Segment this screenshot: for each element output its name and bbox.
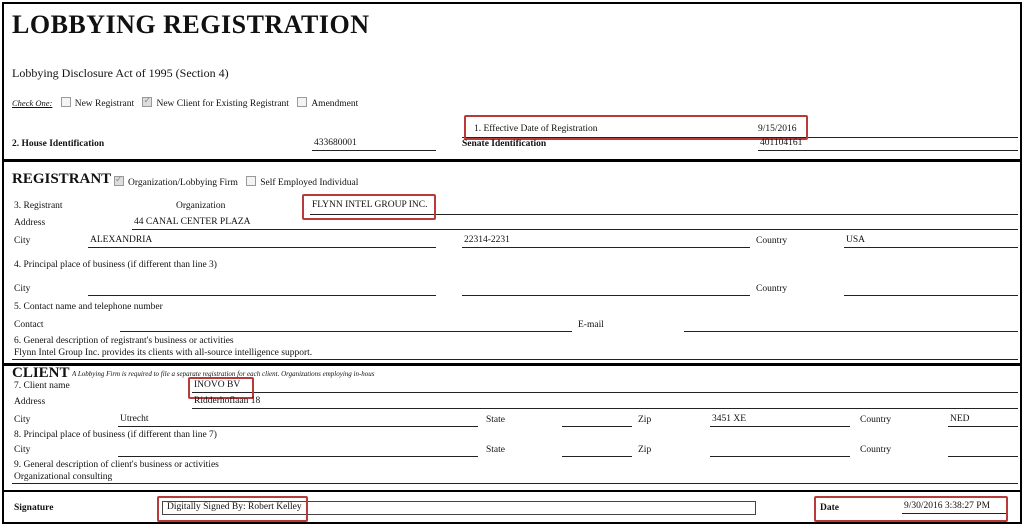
registrant-address-value: 44 CANAL CENTER PLAZA	[134, 217, 251, 227]
client-address-label: Address	[14, 397, 46, 407]
client-principal-country-label: Country	[860, 445, 892, 455]
contact-line	[120, 331, 572, 332]
new-client-checkbox[interactable]	[142, 97, 152, 107]
organization-label: Organization	[176, 201, 226, 211]
email-line	[684, 331, 1018, 332]
client-city-label: City	[14, 415, 31, 425]
date-label: Date	[820, 503, 839, 513]
client-state-line	[562, 426, 632, 427]
effective-date-highlight	[464, 115, 808, 140]
client-name-label: 7. Client name	[14, 381, 70, 391]
registrant-principal-country-label: Country	[756, 284, 788, 294]
registrant-heading: REGISTRANT	[12, 171, 112, 187]
registrant-country-value: USA	[846, 235, 866, 245]
signature-value: Digitally Signed By: Robert Kelley	[167, 502, 302, 512]
org-firm-checkbox[interactable]	[114, 176, 124, 186]
registrant-zip-line	[462, 247, 750, 248]
client-zip-value: 3451 XE	[712, 414, 747, 424]
registrant-description-value: Flynn Intel Group Inc. provides its clients with all-source intelligence support.	[14, 348, 313, 358]
client-zip-label: Zip	[638, 415, 652, 425]
email-label: E-mail	[578, 320, 604, 330]
registrant-zip-value: 22314-2231	[464, 235, 510, 245]
date-value: 9/30/2016 3:38:27 PM	[904, 501, 991, 511]
client-principal-state-line	[562, 456, 632, 457]
registration-form	[2, 2, 1022, 524]
new-registrant-checkbox[interactable]	[61, 97, 71, 107]
organization-highlight	[302, 194, 436, 220]
form-subtitle: Lobbying Disclosure Act of 1995 (Section 4)	[12, 66, 229, 80]
check-one-row	[12, 97, 358, 109]
client-principal-label: 8. Principal place of business (if different than line 7)	[14, 430, 217, 440]
client-principal-state-label: State	[486, 445, 505, 455]
signature-label: Signature	[14, 503, 54, 513]
senate-id-label: Senate Identification	[462, 139, 547, 149]
effective-date-value: 9/15/2016	[758, 124, 797, 134]
registrant-city-line	[88, 247, 436, 248]
organization-value: FLYNN INTEL GROUP INC.	[312, 200, 428, 210]
registrant-address-label: Address	[14, 218, 46, 228]
client-country-line	[948, 426, 1018, 427]
form-title: LOBBYING REGISTRATION	[12, 10, 370, 39]
client-principal-country-line	[948, 456, 1018, 457]
registrant-country-label: Country	[756, 236, 788, 246]
self-employed-checkbox[interactable]	[246, 176, 256, 186]
new-client-label: New Client for Existing Registrant	[156, 99, 289, 109]
client-city-line	[118, 426, 478, 427]
client-heading: CLIENT	[12, 365, 70, 381]
client-description-line	[12, 483, 1018, 484]
client-address-value: Ridderhoflaan 18	[194, 396, 261, 406]
client-address-line	[192, 408, 1018, 409]
amendment-checkbox[interactable]	[297, 97, 307, 107]
registrant-principal-zip-line	[462, 295, 750, 296]
senate-id-value: 401104161	[760, 138, 803, 148]
self-employed-label: Self Employed Individual	[260, 178, 359, 188]
new-registrant-label: New Registrant	[74, 99, 135, 109]
client-zip-line	[710, 426, 850, 427]
registrant-type-row	[108, 176, 358, 188]
client-city-value: Utrecht	[120, 414, 149, 424]
client-name-line	[192, 392, 1018, 393]
registrant-city-value: ALEXANDRIA	[90, 235, 153, 245]
client-principal-city-label: City	[14, 445, 31, 455]
registrant-principal-label: 4. Principal place of business (if different than line 3)	[14, 260, 217, 270]
registrant-city-label: City	[14, 236, 31, 246]
registrant-description-line	[12, 359, 1018, 360]
client-principal-zip-line	[710, 456, 850, 457]
date-highlight	[814, 496, 1008, 522]
client-principal-zip-label: Zip	[638, 445, 652, 455]
divider-client	[4, 363, 1020, 366]
client-description-label: 9. General description of client's business or activities	[14, 460, 219, 470]
registrant-principal-country-line	[844, 295, 1018, 296]
check-one-label: Check One:	[12, 98, 53, 108]
registrant-principal-city-line	[88, 295, 436, 296]
registrant-number-label: 3. Registrant	[14, 201, 63, 211]
client-country-value: NED	[950, 414, 970, 424]
client-description-value: Organizational consulting	[14, 472, 113, 482]
registrant-description-label: 6. General description of registrant's business or activities	[14, 336, 234, 346]
house-id-line	[312, 150, 436, 151]
house-id-value: 433680001	[314, 138, 357, 148]
client-note: A Lobbying Firm is required to file a separate registration for each client. Organizations employing in-hous	[72, 370, 375, 378]
effective-date-label: 1. Effective Date of Registration	[474, 124, 598, 134]
contact-label: Contact	[14, 320, 44, 330]
divider-signature	[4, 490, 1020, 492]
contact-section-label: 5. Contact name and telephone number	[14, 302, 163, 312]
signature-highlight	[157, 496, 308, 522]
divider-registrant	[4, 159, 1020, 162]
org-firm-label: Organization/Lobbying Firm	[128, 178, 238, 188]
amendment-label: Amendment	[311, 99, 359, 109]
client-country-label: Country	[860, 415, 892, 425]
client-name-value: INOVO BV	[194, 380, 241, 390]
client-principal-city-line	[118, 456, 478, 457]
client-state-label: State	[486, 415, 505, 425]
registrant-country-line	[844, 247, 1018, 248]
registrant-principal-city-label: City	[14, 284, 31, 294]
senate-id-line	[758, 150, 1018, 151]
registrant-address-line	[132, 229, 1018, 230]
house-id-label: 2. House Identification	[12, 139, 105, 149]
